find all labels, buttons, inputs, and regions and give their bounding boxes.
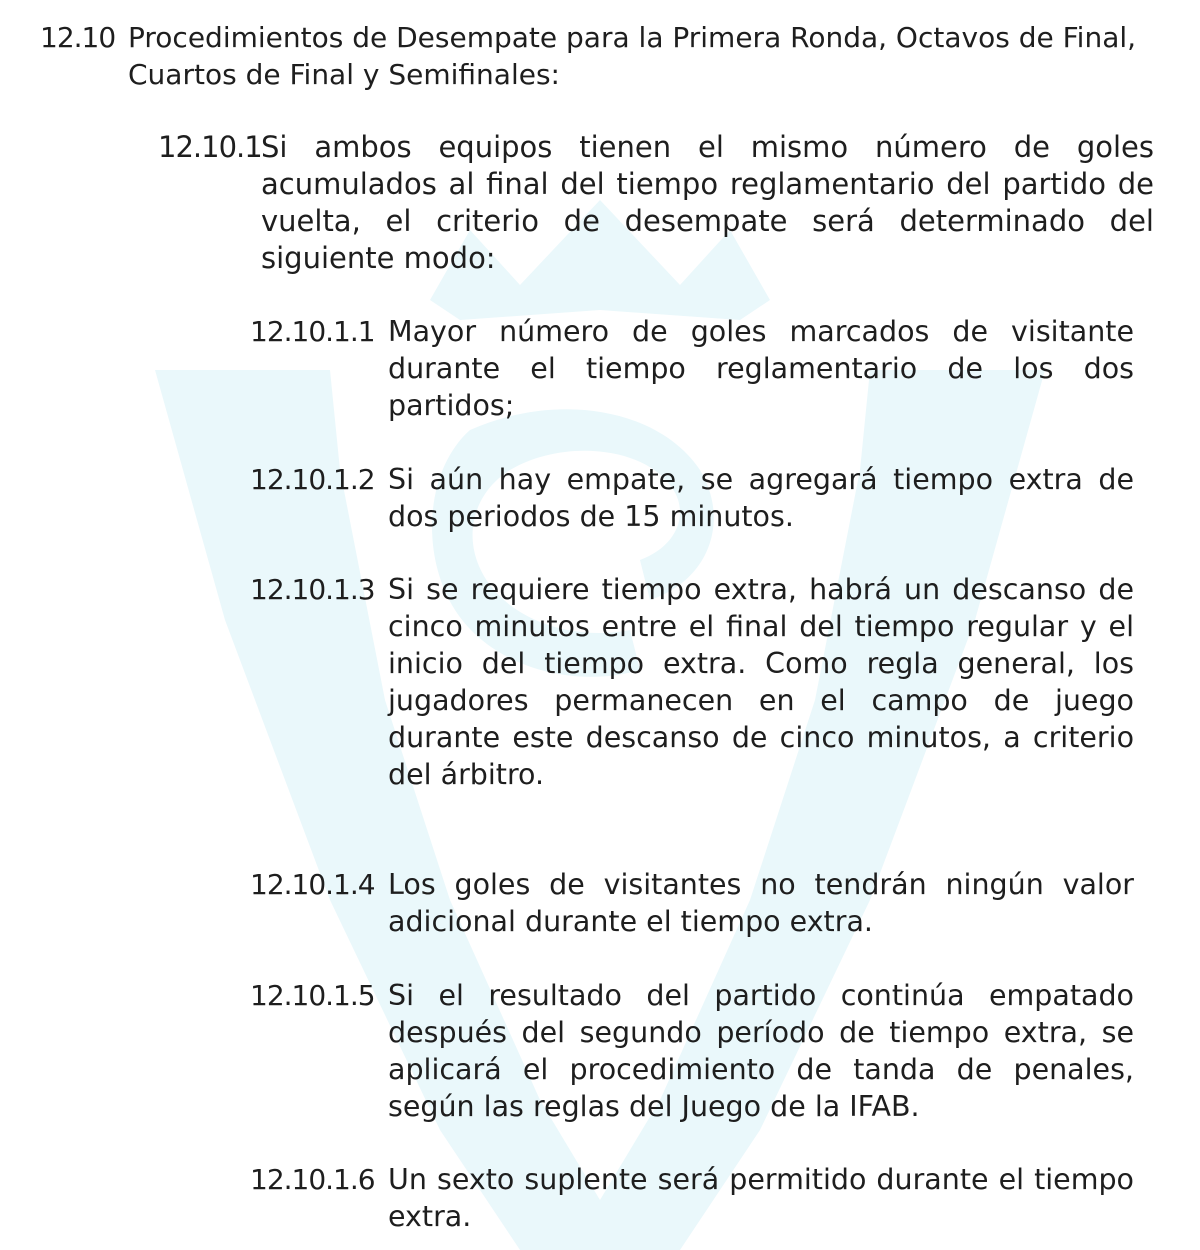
list-item [250, 1161, 1134, 1235]
list-item-number: 12.10.1.4 [250, 868, 375, 901]
list-item [250, 977, 1134, 1125]
list-item-text: Si se requiere tiempo extra, habrá un descanso de cinco minutos entre el final del tiempo regular y el inicio del tiempo extra. Como regla general, los jugadores permanecen en el campo de juego durante este descanso de cinco minutos, a criterio del árbitro. [388, 573, 1134, 791]
subsection-text: Si ambos equipos tienen el mismo número de goles acumulados al final del tiempo reglamentario del partido de vuelta, el criterio de desempate será determinado del siguiente modo: [261, 130, 1154, 275]
list-item-text: Un sexto suplente será permitido durante el tiempo extra. [388, 1163, 1134, 1233]
list-item-text: Si aún hay empate, se agregará tiempo extra de dos periodos de 15 minutos. [388, 463, 1134, 533]
list-item-number: 12.10.1.2 [250, 463, 375, 496]
list-item-number: 12.10.1.1 [250, 315, 375, 348]
section-heading [40, 19, 1155, 93]
list-item [250, 866, 1134, 940]
section-number: 12.10 [40, 21, 116, 54]
subsection [158, 129, 1154, 277]
list-item-text: Los goles de visitantes no tendrán ningún valor adicional durante el tiempo extra. [388, 868, 1134, 938]
list-item-text: Si el resultado del partido continúa empatado después del segundo período de tiempo extra, se aplicará el procedimiento de tanda de penales, según las reglas del Juego de la IFAB. [388, 979, 1134, 1123]
list-item [250, 571, 1134, 793]
list-item-number: 12.10.1.3 [250, 573, 375, 606]
section-title: Procedimientos de Desempate para la Primera Ronda, Octavos de Final, Cuartos de Final y Semifinales: [128, 21, 1137, 91]
subsection-number: 12.10.1 [158, 130, 262, 164]
list-item [250, 313, 1134, 424]
list-item-number: 12.10.1.5 [250, 979, 375, 1012]
list-item-number: 12.10.1.6 [250, 1163, 375, 1196]
list-item [250, 461, 1134, 535]
list-item-text: Mayor número de goles marcados de visitante durante el tiempo reglamentario de los dos partidos; [388, 315, 1134, 422]
